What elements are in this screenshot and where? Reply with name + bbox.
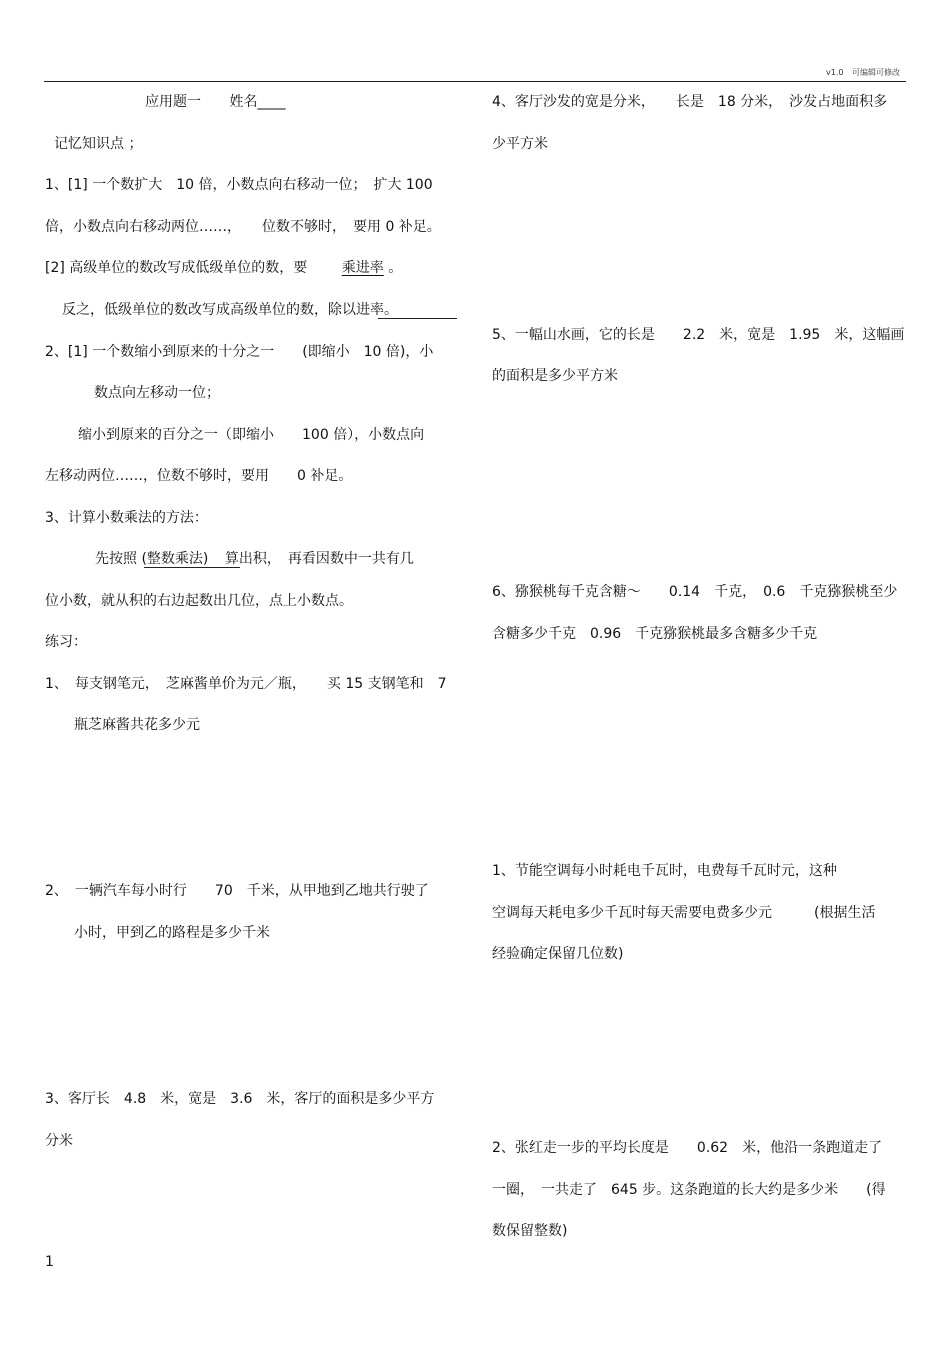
version-label: v1.0: [826, 68, 844, 77]
header-version: [826, 68, 900, 78]
extra-1-line-a: 1、节能空调每小时耗电千瓦时，电费每千瓦时元，这种: [492, 863, 837, 879]
knowledge-1-line-b: 倍，小数点向右移动两位……， 位数不够时， 要用 0 补足。: [45, 219, 441, 235]
header-rule: [44, 81, 906, 82]
extra-2-line-b: 一圈， 一共走了 645 步。这条跑道的长大约是多少米 (得: [492, 1182, 886, 1198]
knowledge-3-line: [62, 300, 398, 320]
knowledge-7-underline: [144, 567, 240, 568]
practice-3-line-a: 3、客厅长 4.8 米，宽是 3.6 米，客厅的面积是多少平方: [45, 1091, 435, 1107]
worksheet-title: [145, 92, 285, 112]
question-5-line-a: 5、一幅山水画，它的长是 2.2 米，宽是 1.95 米，这幅画: [492, 327, 905, 343]
question-4-line-a: 4、客厅沙发的宽是分米， 长是 18 分米， 沙发占地面积多: [492, 94, 888, 110]
knowledge-3-text: 反之，低级单位的数改写成高级单位的数，除以: [62, 302, 356, 318]
knowledge-7-line-a: [95, 549, 414, 569]
question-6-line-a: 6、猕猴桃每千克含糖～ 0.14 千克， 0.6 千克猕猴桃至少: [492, 584, 898, 600]
page-number: 1: [45, 1254, 54, 1270]
knowledge-3-underline: [378, 318, 457, 319]
extra-2-line-a: 2、张红走一步的平均长度是 0.62 米，他沿一条跑道走了: [492, 1140, 883, 1156]
extra-2-line-c: 数保留整数): [492, 1223, 568, 1239]
practice-heading: 练习：: [45, 634, 87, 650]
name-field-label: 姓名____: [229, 94, 286, 110]
practice-2-line-b: 小时，甲到乙的路程是多少千米: [74, 925, 270, 941]
knowledge-1-line-a: 1、[1] 一个数扩大 10 倍，小数点向右移动一位； 扩大 100: [45, 177, 433, 193]
knowledge-5-line-a: 缩小到原来的百分之一（即缩小 100 倍），小数点向: [78, 427, 425, 443]
knowledge-5-line-b: 左移动两位……，位数不够时，要用 0 补足。: [45, 468, 353, 484]
extra-1-line-b: 空调每天耗电多少千瓦时每天需要电费多少元 (根据生活: [492, 905, 876, 921]
practice-3-line-b: 分米: [45, 1133, 73, 1149]
practice-1-line-b: 瓶芝麻酱共花多少元: [74, 717, 200, 733]
question-6-line-b: 含糖多少千克 0.96 千克猕猴桃最多含糖多少千克: [492, 626, 818, 642]
memory-heading: 记忆知识点 ；: [54, 136, 143, 152]
knowledge-7-line-b: 位小数，就从积的右边起数出几位，点上小数点。: [45, 593, 353, 609]
question-4-line-b: 少平方米: [492, 136, 548, 152]
knowledge-3-fill: 进率。: [356, 302, 398, 318]
knowledge-2-text: [2] 高级单位的数改写成低级单位的数，要: [45, 260, 308, 276]
knowledge-4-line-a: 2、[1] 一个数缩小到原来的十分之一 (即缩小 10 倍)，小: [45, 344, 434, 360]
knowledge-7-text: 先按照: [95, 551, 137, 567]
knowledge-7-fill: (整数乘法): [141, 551, 209, 567]
knowledge-4-line-b: 数点向左移动一位；: [94, 385, 220, 401]
practice-2-line-a: 2、 一辆汽车每小时行 70 千米，从甲地到乙地共行驶了: [45, 883, 429, 899]
knowledge-2-line: [45, 258, 402, 278]
knowledge-6-heading: 3、计算小数乘法的方法：: [45, 510, 208, 526]
editable-label: 可编辑可修改: [852, 68, 901, 77]
knowledge-2-end: 。: [388, 260, 403, 276]
question-5-line-b: 的面积是多少平方米: [492, 368, 618, 384]
knowledge-7-text-end: 算出积， 再看因数中一共有几: [224, 551, 414, 567]
knowledge-2-fill: 乘进率: [341, 260, 384, 276]
title-text: 应用题一: [145, 94, 201, 110]
extra-1-line-c: 经验确定保留几位数): [492, 946, 624, 962]
practice-1-line-a: 1、 每支钢笔元， 芝麻酱单价为元／瓶， 买 15 支钢笔和 7: [45, 676, 447, 692]
